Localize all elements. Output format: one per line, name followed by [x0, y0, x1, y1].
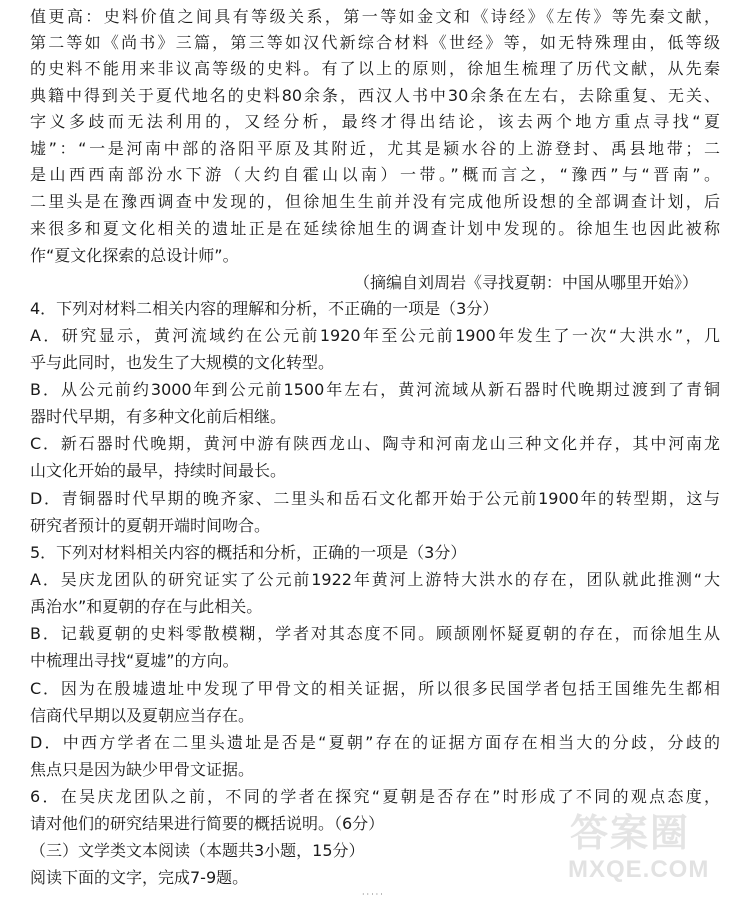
- q5-option-c: C．因为在殷墟遗址中发现了甲骨文的相关证据，所以很多民国学者包括王国维先生都相: [30, 679, 720, 698]
- question-5-stem: 5．下列对材料相关内容的概括和分析，正确的一项是（3分）: [30, 543, 467, 562]
- paragraph-line: 第二等如《尚书》三篇，第三等如汉代新综合材料《世经》等，如无特殊理由，低等级: [30, 33, 720, 52]
- q4-option-b-cont: 器时代早期，有多种文化前后相继。: [30, 407, 287, 426]
- q4-option-b: B．从公元前约3000年到公元前1500年左右，黄河流域从新石器时代晚期过渡到了青铜: [30, 380, 720, 399]
- q5-option-d: D．中西方学者在二里头遗址是否是“夏朝”存在的证据方面存在相当大的分歧，分歧的: [30, 733, 720, 752]
- q5-option-b-cont: 中梳理出寻找“夏墟”的方向。: [30, 651, 239, 670]
- q4-option-a: A．研究显示，黄河流域约在公元前1920年至公元前1900年发生了一次“大洪水”，几: [30, 326, 720, 345]
- watermark-domain: MXQE.COM: [568, 856, 710, 883]
- page-footer-marks: ·····: [362, 890, 385, 899]
- paragraph-line: 二里头是在豫西调查中发现的，但徐旭生生前并没有完成他所设想的全部调查计划，后: [30, 192, 720, 211]
- paragraph-line: 作“夏文化探索的总设计师”。: [30, 246, 239, 265]
- question-6-stem-cont: 请对他们的研究结果进行简要的概括说明。（6分）: [30, 814, 385, 833]
- q5-option-a-cont: 禹治水”和夏朝的存在与此相关。: [30, 597, 263, 616]
- source-citation: （摘编自刘周岩《寻找夏朝：中国从哪里开始》）: [353, 273, 698, 292]
- paragraph-line: 典籍中得到关于夏代地名的史料80余条，西汉人书中30余条在左右，去除重复、无关、: [30, 86, 720, 105]
- q5-option-b: B．记载夏朝的史料零散模糊，学者对其态度不同。顾颉刚怀疑夏朝的存在，而徐旭生从: [30, 624, 720, 643]
- paragraph-line: 字义多歧而无法利用的，又经分析，最终才得出结论，该去两个地方重点寻找“夏: [30, 112, 720, 131]
- question-6-stem: 6．在吴庆龙团队之前，不同的学者在探究“夏朝是否存在”时形成了不同的观点态度，: [30, 787, 720, 806]
- paragraph-line: 来很多和夏文化相关的遗址正是在延续徐旭生的调查计划中发现的。徐旭生也因此被称: [30, 219, 720, 238]
- paragraph-line: 值更高：史料价值之间具有等级关系，第一等如金文和《诗经》《左传》等先秦文献，: [30, 7, 720, 26]
- section-heading: （三）文学类文本阅读（本题共3小题，15分）: [30, 841, 365, 860]
- question-4-stem: 4．下列对材料二相关内容的理解和分析，不正确的一项是（3分）: [30, 299, 499, 318]
- q4-option-d: D．青铜器时代早期的晚齐家、二里头和岳石文化都开始于公元前1900年的转型期，这与: [30, 489, 720, 508]
- paragraph-line: 的史料不能用来非议高等级的史料。有了以上的原则，徐旭生梳理了历代文献，从先秦: [30, 59, 720, 78]
- reading-instruction: 阅读下面的文字，完成7-9题。: [30, 868, 249, 887]
- q5-option-c-cont: 信商代早期以及夏朝应当存在。: [30, 706, 255, 725]
- watermark-chinese: 答案圈: [570, 811, 691, 855]
- q5-option-d-cont: 焦点只是因为缺少甲骨文证据。: [30, 760, 255, 779]
- q4-option-a-cont: 乎与此同时，也发生了大规模的文化转型。: [30, 353, 335, 372]
- q4-option-c: C．新石器时代晚期，黄河中游有陕西龙山、陶寺和河南龙山三种文化并存，其中河南龙: [30, 434, 720, 453]
- paragraph-line: 是山西西南部汾水下游（大约自霍山以南）一带。”概而言之，“豫西”与“晋南”。: [30, 165, 720, 184]
- q4-option-d-cont: 研究者预计的夏朝开端时间吻合。: [30, 516, 271, 535]
- q5-option-a: A．吴庆龙团队的研究证实了公元前1922年黄河上游特大洪水的存在，团队就此推测“大: [30, 570, 720, 589]
- paragraph-line: 墟”：“一是河南中部的洛阳平原及其附近，尤其是颍水谷的上游登封、禹县地带；二: [30, 139, 720, 158]
- q4-option-c-cont: 山文化开始的最早，持续时间最长。: [30, 461, 287, 480]
